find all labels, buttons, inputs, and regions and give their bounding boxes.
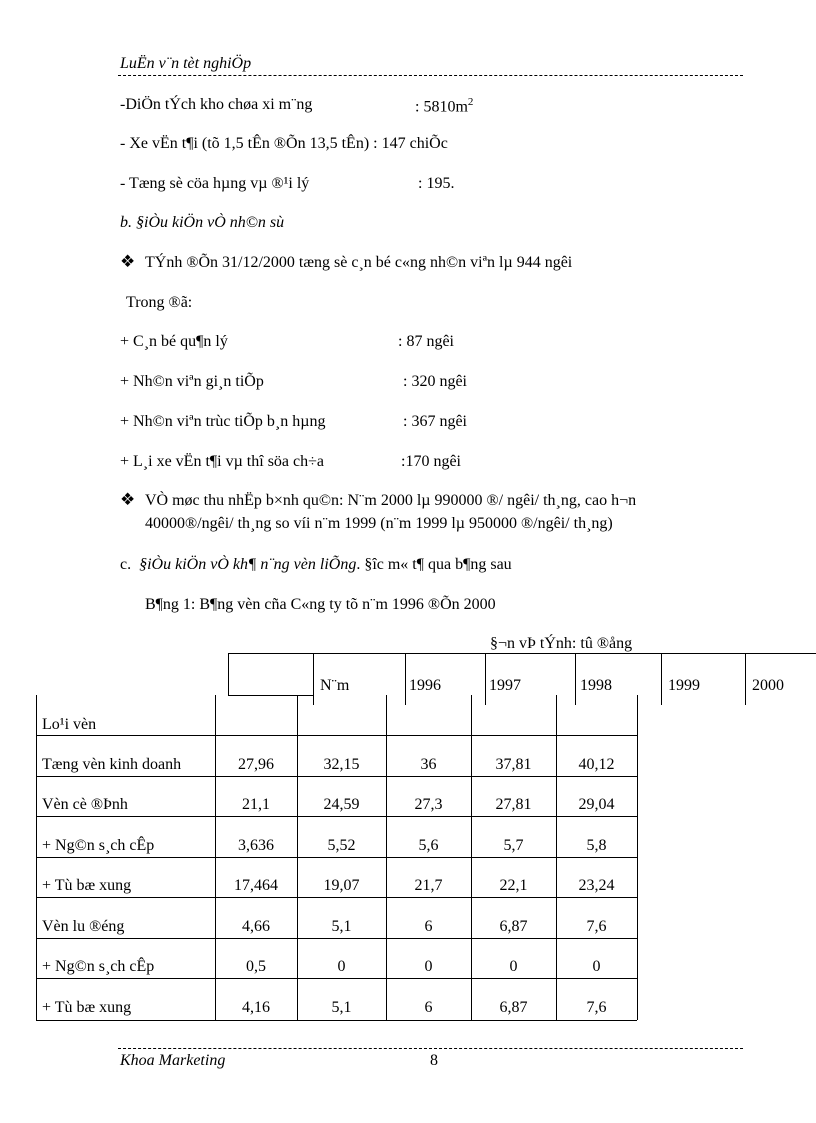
table-cell: 0	[509, 958, 518, 975]
table-cell: 6,87	[499, 999, 528, 1016]
table-cell: 7,6	[586, 918, 607, 935]
table-cell: 0	[337, 958, 346, 975]
income-line-1: VÒ møc thu nhËp b×nh qu©n: N¨m 2000 lµ 990000 ®/ ngêi/ th¸ng, cao h¬n	[145, 492, 637, 509]
table-cell: 29,04	[578, 796, 615, 813]
table-cell: 27,96	[238, 756, 274, 773]
table-row-label: + Tù bæ xung	[42, 999, 132, 1016]
table-header-1998: 1998	[580, 677, 612, 694]
income-line-2: 40000®/ngêi/ th¸ng so víi n¨m 1999 (n¨m 1999 lµ 950000 ®/ngêi/ th¸ng)	[145, 515, 613, 532]
section-c-heading	[120, 556, 512, 574]
section-b-heading: b. §iÒu kiÖn vÒ nh©n sù	[120, 214, 285, 231]
table-cell: 0	[592, 958, 601, 975]
table-cell: 0,5	[246, 958, 266, 975]
table-cell: 40,12	[578, 756, 615, 773]
staff-sales-value: : 367 ngêi	[403, 413, 467, 430]
table-cell: 23,24	[578, 877, 615, 894]
table-cell: 17,464	[234, 877, 278, 894]
table-row-label: + Ng©n s¸ch cÊp	[42, 958, 155, 975]
table-cell: 4,66	[242, 918, 270, 935]
footer-department: Khoa Marketing	[120, 1052, 226, 1069]
staff-drivers-label: + L¸i xe vËn t¶i vµ thî söa ch÷a	[120, 453, 325, 470]
footer-divider	[118, 1048, 743, 1049]
table-header-1996: 1996	[409, 677, 441, 694]
table-cell: 6	[424, 918, 433, 935]
unit-superscript: 2	[467, 96, 474, 108]
table-caption: B¶ng 1: B¶ng vèn cña C«ng ty tõ n¨m 1996 ®Õn 2000	[145, 596, 496, 613]
table-cell: 5,1	[331, 999, 352, 1016]
staff-total-line: TÝnh ®Õn 31/12/2000 tæng sè c¸n bé c«ng nh©n viªn lµ 944 ngêi	[145, 254, 573, 271]
staff-indirect-value: : 320 ngêi	[403, 373, 467, 390]
table-row-label: + Ng©n s¸ch cÊp	[42, 837, 155, 854]
table-row-label: Vèn lu ®éng	[42, 918, 125, 935]
table-top-border	[228, 653, 816, 654]
staff-indirect-label: + Nh©n viªn gi¸n tiÕp	[120, 373, 264, 390]
table-cell: 37,81	[495, 756, 532, 773]
table-cell: 24,59	[323, 796, 360, 813]
table-cell: 6,87	[499, 918, 528, 935]
staff-drivers-value: :170 ngêi	[401, 453, 461, 470]
table-cell: 6	[424, 999, 433, 1016]
trong-do-label: Trong ®ã:	[126, 294, 193, 311]
table-cell: 4,16	[242, 999, 270, 1016]
section-c-label: c.	[120, 556, 132, 573]
staff-sales-label: + Nh©n viªn trùc tiÕp b¸n hµng	[120, 413, 326, 430]
table-cell: 7,6	[586, 999, 607, 1016]
table-cell: 5,1	[331, 918, 352, 935]
table-cell: 21,7	[414, 877, 443, 894]
page-number: 8	[430, 1052, 438, 1069]
page-header-title: LuËn v¨n tèt nghiÖp	[120, 55, 252, 72]
staff-managers-label: + C¸n bé qu¶n lý	[120, 333, 228, 350]
table-cell: 27,81	[495, 796, 532, 813]
table-cell: 22,1	[499, 877, 528, 894]
table-header-2000: 2000	[752, 677, 784, 694]
warehouse-area-label: -DiÖn tÝch kho chøa xi m¨ng	[120, 96, 313, 113]
table-cell: 5,7	[503, 837, 524, 854]
table-header-year-label: N¨m	[320, 677, 350, 694]
table-cell: 0	[424, 958, 433, 975]
table-row-label: Vèn cè ®Þnh	[42, 796, 128, 813]
header-divider	[118, 75, 743, 76]
table-cell: 21,1	[242, 796, 270, 813]
table-row-label: + Tù bæ xung	[42, 877, 132, 894]
table-header-1999: 1999	[668, 677, 700, 694]
section-c-title: §iÒu kiÖn vÒ kh¶ n¨ng vèn liÕng	[139, 556, 357, 573]
table-cell: 5,6	[418, 837, 439, 854]
table-cell: 5,8	[586, 837, 607, 854]
section-c-rest: . §îc m« t¶ qua b¶ng sau	[356, 556, 512, 573]
store-count-label: - Tæng sè cöa hµng vµ ®¹i lý	[120, 175, 310, 192]
staff-managers-value: : 87 ngêi	[398, 333, 454, 350]
bullet-diamond-icon: ❖	[120, 252, 136, 271]
store-count-value: : 195.	[418, 175, 455, 192]
table-header-1997: 1997	[489, 677, 521, 694]
transport-vehicles-line: - Xe vËn t¶i (tõ 1,5 tÊn ®Õn 13,5 tÊn) : 147 chiÕc	[120, 135, 448, 152]
table-cell: 27,3	[414, 796, 443, 813]
warehouse-area-value: : $5810m^2$	[415, 96, 474, 116]
table-cell: 5,52	[327, 837, 356, 854]
table-corner-label: Lo¹i vèn	[42, 716, 97, 733]
table-cell: 19,07	[323, 877, 360, 894]
table-row-label: Tæng vèn kinh doanh	[42, 756, 182, 773]
table-cell: 36	[420, 756, 437, 773]
table-cell: 32,15	[323, 756, 360, 773]
table-unit-label: §¬n vÞ tÝnh: tû ®ång	[490, 635, 633, 652]
bullet-diamond-icon: ❖	[120, 490, 136, 509]
table-cell: 3,636	[238, 837, 274, 854]
